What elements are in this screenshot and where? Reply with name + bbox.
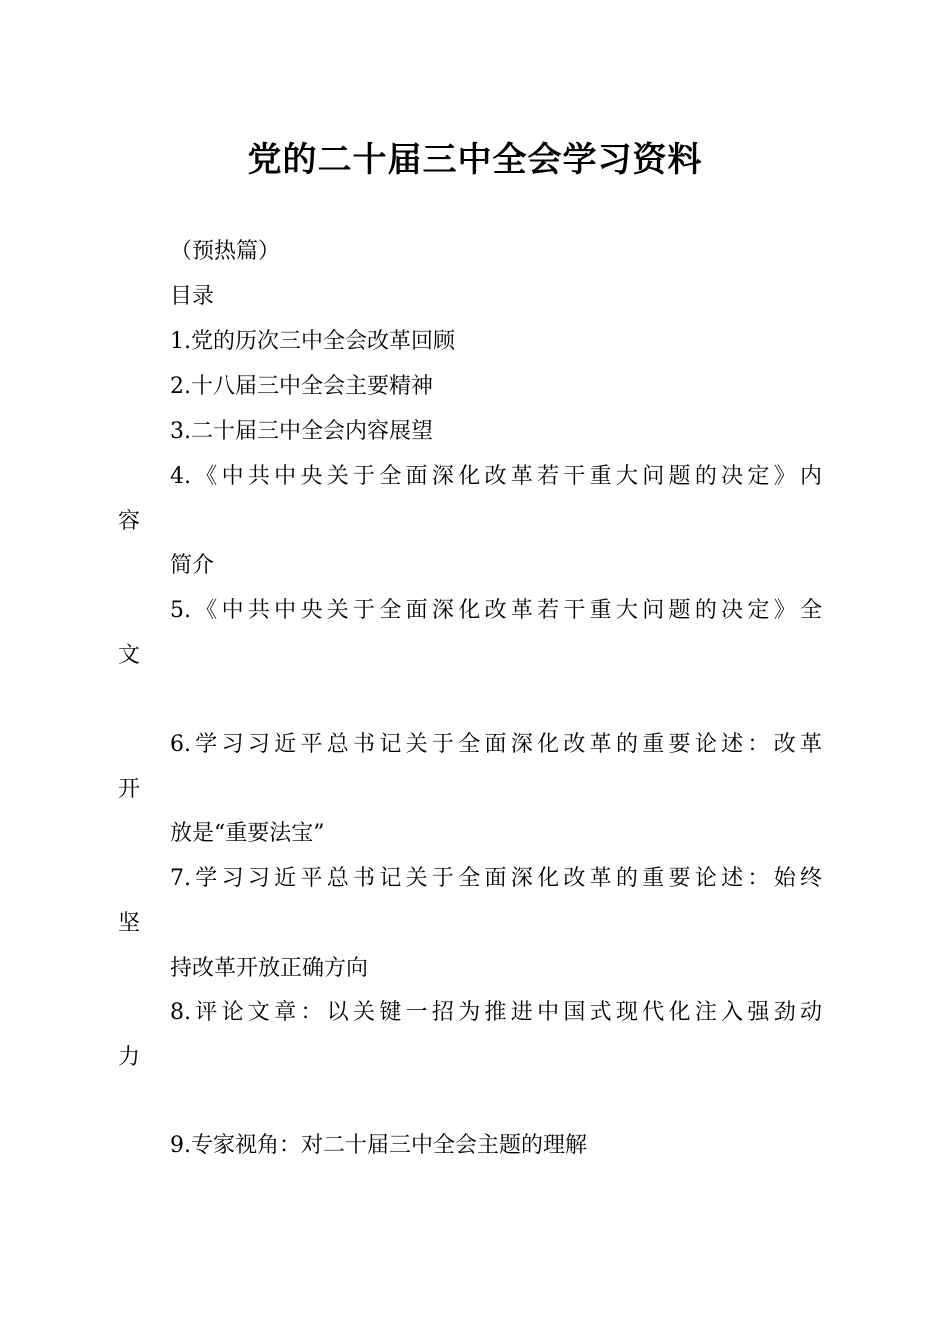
subtitle: （预热篇） [170,239,281,264]
toc-item-2: 2.十八届三中全会主要精神 [170,374,433,399]
toc-item-5-line-1: 5.《中共中央关于全面深化改革若干重大问题的决定》全 [170,598,822,623]
toc-item-3: 3.二十届三中全会内容展望 [170,419,433,444]
toc-heading: 目录 [170,284,215,309]
toc-item-7-line-2: 坚 [118,911,141,936]
toc-item-6-line-3: 放是“重要法宝” [170,821,325,846]
toc-item-4-line-2: 容 [118,509,141,534]
toc-item-4-line-3: 简介 [170,553,215,578]
toc-item-9: 9.专家视角：对二十届三中全会主题的理解 [170,1133,587,1158]
toc-item-6-line-1: 6.学习习近平总书记关于全面深化改革的重要论述：改革 [170,732,822,757]
toc-item-8-line-2: 力 [118,1045,141,1070]
toc-item-1: 1.党的历次三中全会改革回顾 [170,329,455,354]
toc-item-7-line-1: 7.学习习近平总书记关于全面深化改革的重要论述：始终 [170,866,822,891]
toc-item-4-line-1: 4.《中共中央关于全面深化改革若干重大问题的决定》内 [170,464,822,489]
toc-item-5-line-2: 文 [118,643,141,668]
toc-item-6-line-2: 开 [118,777,141,802]
toc-item-7-line-3: 持改革开放正确方向 [170,956,369,981]
toc-item-8-line-1: 8.评论文章：以关键一招为推进中国式现代化注入强劲动 [170,1000,822,1025]
page-title: 党的二十届三中全会学习资料 [247,140,703,180]
